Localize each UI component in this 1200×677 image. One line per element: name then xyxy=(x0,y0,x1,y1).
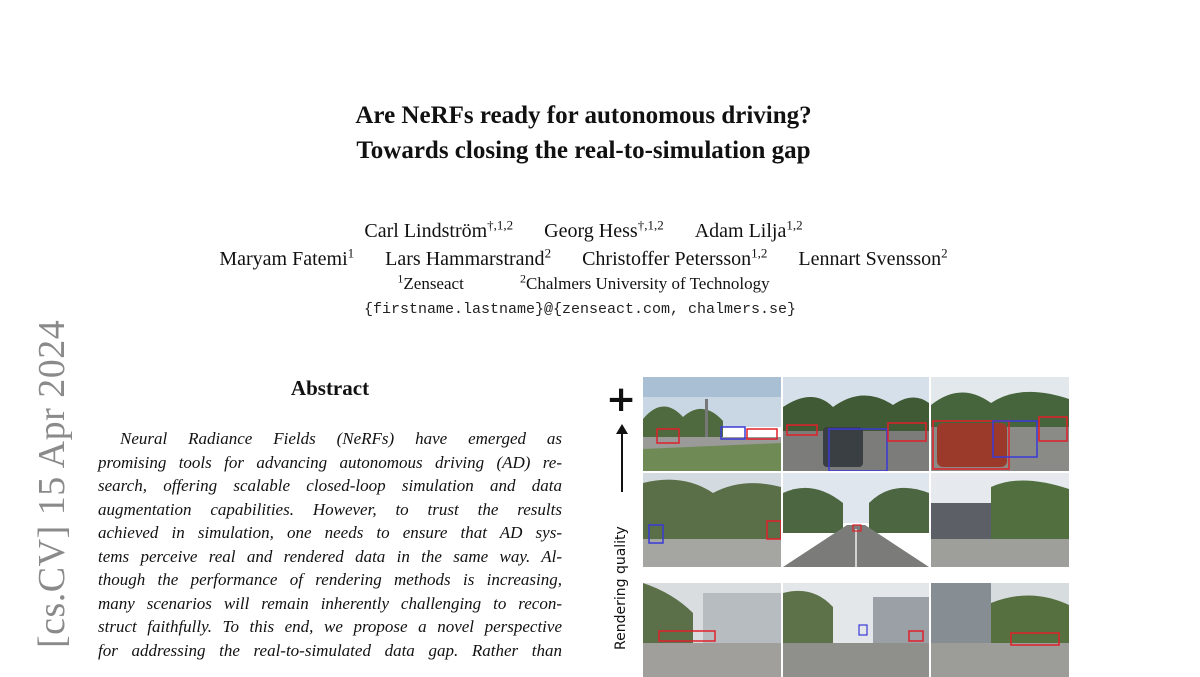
image-row-low-quality xyxy=(643,583,1069,677)
author-name: Christoffer Petersson xyxy=(582,247,752,270)
rendering-quality-label: Rendering quality xyxy=(613,526,629,650)
author-affiliation-mark: 1,2 xyxy=(786,217,803,232)
author-name: Adam Lilja xyxy=(694,219,787,242)
author-name: Carl Lindström xyxy=(364,219,488,242)
author xyxy=(582,245,768,270)
arxiv-sidebar-stamp: [cs.CV] 15 Apr 2024 xyxy=(31,319,73,648)
author-affiliation-mark: †,1,2 xyxy=(637,217,664,232)
author xyxy=(544,217,664,242)
author-affiliation-mark: 2 xyxy=(941,245,948,260)
author xyxy=(694,217,803,242)
affiliation xyxy=(520,271,770,293)
abstract-line: promising tools for advancing autonomous driving (AD) re- xyxy=(98,452,562,472)
author-affiliation-mark: 1,2 xyxy=(751,245,768,260)
author-affiliation-mark: †,1,2 xyxy=(487,217,514,232)
abstract-line: struct faithfully. To this end, we propose a novel perspective xyxy=(98,617,562,636)
author-affiliation-mark: 1 xyxy=(347,245,355,260)
abstract-line: many scenarios will remain inherently challenging to recon- xyxy=(98,593,562,613)
abstract-line: augmentation capabilities. However, to trust the results xyxy=(98,499,562,519)
scene-image xyxy=(931,377,1069,471)
authors-row-2 xyxy=(0,240,1167,272)
abstract-line: for addressing the real-to-simulated data gap. Rather than xyxy=(98,640,562,660)
abstract-line: though the performance of rendering methods is increasing, xyxy=(98,570,562,589)
authors-row-1 xyxy=(0,212,1167,244)
author-emails: {firstname.lastname}@{zenseact.com, chalmers.se} xyxy=(363,301,797,318)
affiliation-name: Chalmers University of Technology xyxy=(526,273,770,293)
abstract-line: Neural Radiance Fields (NeRFs) have emerged as xyxy=(120,429,562,448)
author xyxy=(798,245,948,270)
scene-image xyxy=(783,377,929,471)
affiliations xyxy=(0,271,1167,294)
abstract-line: tems perceive real and rendered data in the same way. Al- xyxy=(98,546,562,566)
affiliation-mark: 2 xyxy=(520,271,527,285)
axis-arrow-line xyxy=(621,430,623,492)
affiliation xyxy=(397,271,464,293)
scene-image xyxy=(783,473,929,567)
author-name: Georg Hess xyxy=(544,219,638,242)
affiliation-name: Zenseact xyxy=(403,273,464,293)
abstract-line: search, offering scalable closed-loop simulation and data xyxy=(98,476,562,495)
plus-icon: + xyxy=(606,379,637,420)
author-name: Maryam Fatemi xyxy=(219,247,348,270)
scene-image xyxy=(643,583,781,677)
author-name: Lars Hammarstrand xyxy=(385,247,545,270)
scene-image xyxy=(643,377,781,471)
image-row-mid-quality xyxy=(643,473,1069,567)
author xyxy=(219,245,355,270)
title-line-1: Are NeRFs ready for autonomous driving? xyxy=(355,102,812,129)
author xyxy=(385,245,552,270)
title-line-2: Towards closing the real-to-simulation gap xyxy=(356,137,811,164)
image-row-high-quality xyxy=(643,377,1069,471)
affiliation-mark: 1 xyxy=(397,271,404,285)
scene-image xyxy=(643,473,781,567)
abstract-line: achieved in simulation, one needs to ensure that AD sys- xyxy=(98,523,562,542)
scene-image xyxy=(931,583,1069,677)
author-affiliation-mark: 2 xyxy=(544,245,552,260)
scene-image xyxy=(783,583,929,677)
author xyxy=(364,217,514,242)
abstract-body xyxy=(98,427,562,662)
title xyxy=(0,98,1167,168)
author-name: Lennart Svensson xyxy=(798,247,942,270)
abstract-heading: Abstract xyxy=(290,376,370,400)
scene-image xyxy=(931,473,1069,567)
